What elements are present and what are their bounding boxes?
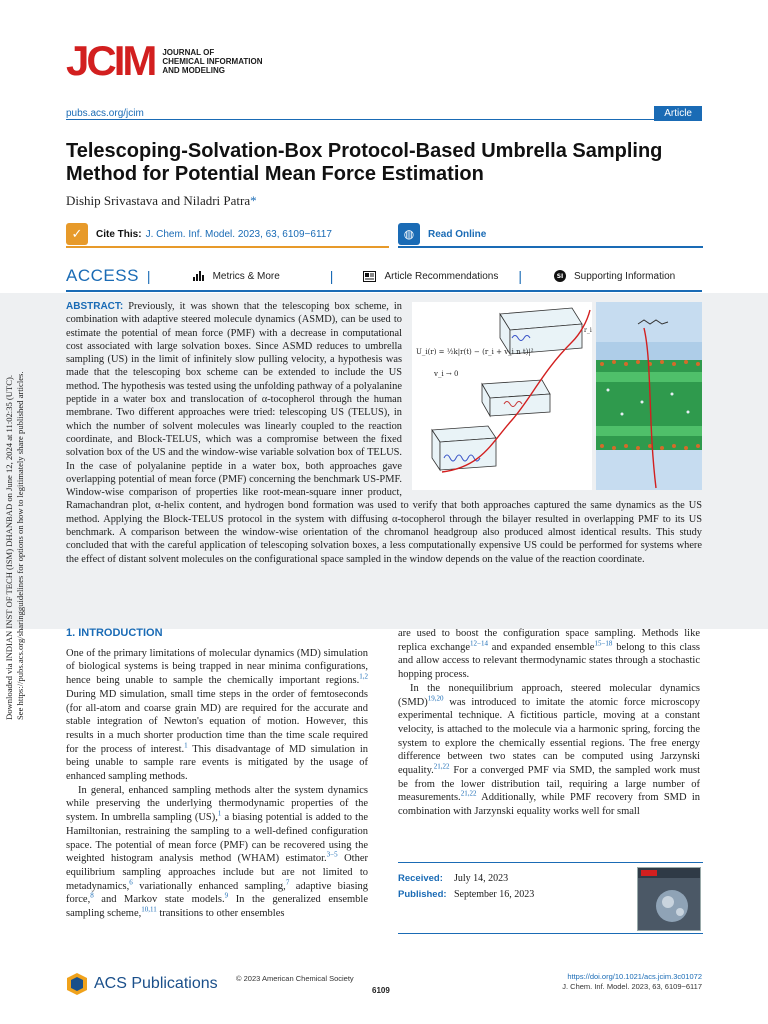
page-number: 6109	[372, 986, 390, 995]
abstract-text: Previously, it was shown that the telescoping box scheme, in combination with adaptive steered molecule dynamics (ASMD), can be used to estimate the potential of mean force (PMF) with a decrease in computational cost associated with large solvation boxes. Since ASMD reduces to umbrella sampling (US) in the limit of infinitely slow pulling velocity, a hypothesis was made that the telescoping box scheme can be extended to include the US method. The hypothesis was tested using the unfolding pathway of a polyalanine peptide in a water box and translocation of α-tocopherol through the human membrane. Two different approaches were tried: telescoping US (TELUS), in which the number of solvent molecules was linearly coupled to the reaction coordinate, and Block-TELUS, which was a compromise between the fixed solvation box of the US and the window-wise variable solvation box of TELUS. In the case of polyalanine peptide in a water box, both approaches gave overlapping potential of mean force (PMF) concerning the benchmark US-PMF. Window-wise comparison of properties like root-mean-square inner product, Ramachandran plot, α-helix content, and hydrogen bond formation was used to verify that both approaches captured the same dynamics as the US method. Applying the Block-TELUS protocol in the system with diffusing α-tocopherol through the bilayer resulted in overlapping PMF to its US benchmark. A comparison between the window-wise orientation of the chromanol headgroup also produced almost identical results. This study concluded that with the careful application of telescoping solvation boxes, a less computationally expensive US could be performed for systems where the effect of distant solvent molecules on the configurational space sampled in the window depends on the value of the reaction coordinate.	[66, 301, 702, 565]
bar-separator: |	[329, 268, 334, 284]
supporting-label: Supporting Information	[574, 270, 676, 282]
acs-hexagon-icon	[66, 972, 88, 996]
doi-block	[562, 972, 702, 992]
authors-text: Diship Srivastava and Niladri Patra	[66, 193, 251, 208]
metrics-button[interactable]	[193, 271, 280, 282]
body-paragraph: One of the primary limitations of molecular dynamics (MD) simulation of biological systems is being trapped in near minima configurations, hence being unable to sample the chemically important regions.$^{1,2}$ During MD simulation, small time steps in the order of femtoseconds (for all-atom and coarse grain MD) are required for the accurate and stable integration of Newton's equation of motion. However, this results in a much shorter production time than the time scale required for the process of interest.$^1$ This disadvantage of MD simulation in being unable to sample rare events is mitigated by the usage of enhanced sampling methods.	[66, 647, 369, 783]
jcim-logo-mark: JCIM	[66, 37, 155, 84]
bar-separator: |	[518, 268, 523, 284]
publisher-name: ACS Publications	[94, 975, 218, 992]
download-notice	[4, 290, 28, 720]
download-notice-text	[4, 290, 26, 720]
access-label: ACCESS	[66, 266, 139, 285]
figure-ri-label: r_i	[584, 327, 592, 334]
journal-logo[interactable]	[66, 37, 292, 84]
toc-graphic[interactable]	[412, 302, 702, 490]
globe-icon: ◍	[398, 223, 420, 245]
supporting-information-button[interactable]	[554, 270, 675, 282]
read-online-button[interactable]: Read Online	[428, 228, 487, 240]
corresponding-author-link[interactable]: *	[250, 193, 257, 208]
bar-separator: |	[146, 268, 151, 284]
journal-name-line: AND MODELING	[162, 65, 226, 75]
copyright-notice: © 2023 American Chemical Society	[236, 974, 354, 983]
journal-name-line: CHEMICAL INFORMATION	[162, 56, 263, 66]
journal-site-link[interactable]: pubs.acs.org/jcim	[66, 108, 144, 119]
publication-dates-box	[398, 862, 703, 934]
citation-ref[interactable]: 8	[90, 891, 94, 900]
citation-link[interactable]: J. Chem. Inf. Model. 2023, 63, 6109−6117	[145, 228, 332, 240]
citation-ref[interactable]: 6	[129, 878, 133, 887]
download-notice-line: Downloaded via INDIAN INST OF TECH (ISM) DHANBAD on June 12, 2024 at 11:02:35 (UTC).	[4, 375, 14, 720]
citation-ref[interactable]: 21,22	[460, 789, 477, 798]
abstract-label: ABSTRACT:	[66, 301, 124, 312]
article-recommendations-button[interactable]	[363, 271, 498, 282]
body-paragraph: In the nonequilibrium approach, steered molecular dynamics (SMD)$^{19,20}$ was introduced to imitate the atomic force microscopy experimental technique. A fictitious particle, moving at a constant velocity, is attached to the molecule via a harmonic spring, forcing the system to explore the chemically essential regions. The free energy difference between two states can be computed using Jarzynski equality.$^{21,22}$ For a converged PMF via SMD, the sampled work must be from the lower distribution tail, requiring a large number of measurements.$^{21,22}$ Additionally, while PMF recovery from SMD in combination with Jarzynski equality works well for small	[398, 682, 700, 818]
footer-citation: J. Chem. Inf. Model. 2023, 63, 6109−6117	[562, 982, 702, 991]
cite-this-bar[interactable]	[66, 222, 389, 248]
author-list	[66, 193, 257, 209]
received-date: July 14, 2023	[454, 873, 509, 884]
bar-chart-icon	[193, 271, 205, 281]
access-bar	[66, 262, 702, 292]
body-right-column	[398, 627, 700, 819]
citation-ref[interactable]: 7	[285, 878, 290, 887]
citation-ref[interactable]: 19,20	[427, 694, 444, 703]
doi-link[interactable]: https://doi.org/10.1021/acs.jcim.3c01072	[567, 972, 702, 981]
cite-this-label: Cite This:	[96, 228, 142, 240]
recommendations-label: Article Recommendations	[384, 270, 499, 282]
metrics-label: Metrics & More	[212, 270, 280, 282]
figure-equation: U_i(r) = ½k|r(t) − (r_i + v_i n t)|²	[416, 348, 534, 356]
citation-ref[interactable]: 9	[224, 891, 229, 900]
article-list-icon	[363, 271, 376, 282]
body-left-column	[66, 627, 368, 921]
received-label: Received:	[398, 873, 443, 884]
section-heading: 1. INTRODUCTION	[66, 627, 163, 639]
citation-ref[interactable]: 1	[184, 741, 188, 750]
header-divider	[66, 119, 702, 120]
body-paragraph: In general, enhanced sampling methods alter the system dynamics while preserving the underlying thermodynamic properties of the system. In umbrella sampling (US),$^1$ a biasing potential is added to the Hamiltonian, restraining the sampling to a well-defined configuration space. The potential of mean force (PMF) can be recovered using the weighted histogram analysis method (WHAM) estimator.$^{3-5}$ Other equilibrium sampling approaches include but are not limited to metadynamics,$^6$ variationally enhanced sampling,$^7$ adaptive biasing force,$^8$ and Markov state models.$^9$ In the generalized ensemble sampling scheme,$^{10,11}$ transitions to other ensembles	[66, 784, 369, 920]
acs-publications-logo[interactable]	[66, 972, 218, 996]
read-online-bar[interactable]	[398, 222, 703, 248]
journal-name	[162, 48, 292, 75]
download-notice-line: See https://pubs.acs.org/sharingguidelines for options on how to legitimately share published articles.	[15, 371, 25, 720]
figure-velocity-label: v_i → 0	[434, 370, 459, 378]
publication-dates	[398, 871, 534, 903]
body-paragraph: are used to boost the configuration space sampling. Methods like replica exchange$^{12-14}$ and expanded ensemble$^{15-18}$ belong to this class and allow access to relevant thermodynamic states through a stochastic hopping process.	[398, 628, 700, 681]
journal-cover-thumbnail[interactable]	[637, 867, 701, 931]
citation-ref[interactable]: 21,22	[433, 762, 450, 771]
article-title: Telescoping-Solvation-Box Protocol-Based Umbrella Sampling Method for Potential Mean Force Estimation	[66, 140, 663, 185]
abstract	[66, 300, 702, 566]
quote-icon: ✓	[66, 223, 88, 245]
citation-ref[interactable]: 1	[217, 809, 222, 818]
citation-ref[interactable]: 15−18	[594, 639, 613, 648]
si-icon: SI	[554, 270, 566, 282]
published-label: Published:	[398, 889, 447, 900]
citation-ref[interactable]: 10,11	[141, 905, 157, 914]
citation-ref[interactable]: 3−5	[326, 850, 338, 859]
citation-ref[interactable]: 1,2	[359, 672, 368, 681]
article-type-badge: Article	[654, 106, 702, 121]
journal-name-line: JOURNAL OF	[162, 47, 215, 57]
published-date: September 16, 2023	[454, 889, 535, 900]
citation-ref[interactable]: 12−14	[470, 639, 488, 648]
